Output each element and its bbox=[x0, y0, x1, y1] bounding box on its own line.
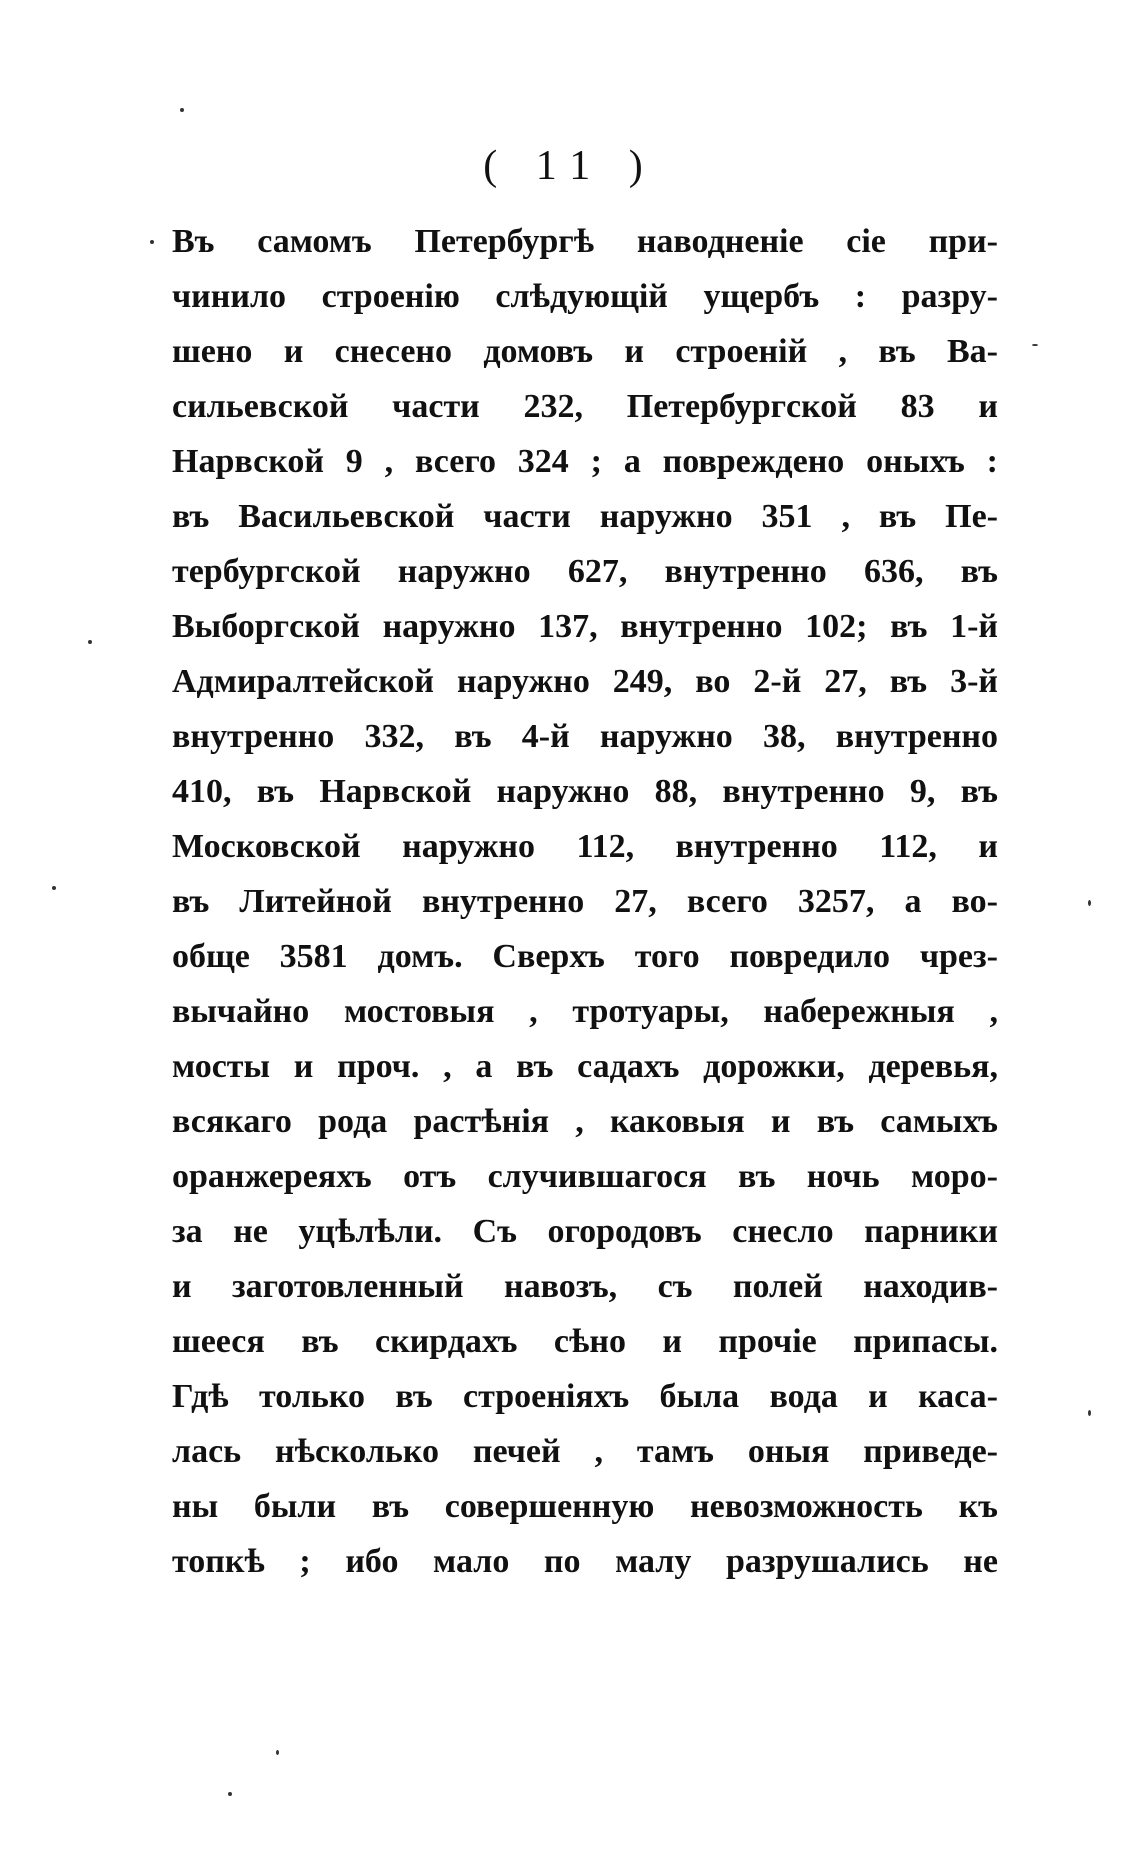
page-number: ( 11 ) bbox=[483, 143, 657, 189]
scan-speck bbox=[150, 240, 154, 244]
text-line: Въ самомъ Петербургѣ наводненіе сіе при- bbox=[172, 223, 998, 260]
text-line: Выборгской наружно 137, внутренно 102; въ 1-й bbox=[172, 608, 998, 645]
text-line: сильевской части 232, Петербургской 83 и bbox=[172, 388, 998, 425]
text-line: Адмиралтейской наружно 249, во 2-й 27, въ 3-й bbox=[172, 663, 998, 700]
text-line: вычайно мостовыя , тротуары, набережныя , bbox=[172, 993, 998, 1030]
text-line: чинило строенію слѣдующій ущербъ : разру- bbox=[172, 278, 998, 315]
text-line: 410, въ Нарвской наружно 88, внутренно 9, въ bbox=[172, 773, 998, 810]
text-line: обще 3581 домъ. Сверхъ того повредило чрез- bbox=[172, 938, 998, 975]
scan-speck bbox=[1088, 900, 1091, 906]
scan-speck bbox=[228, 1792, 232, 1796]
scan-speck bbox=[52, 886, 56, 890]
scan-speck bbox=[88, 640, 92, 644]
text-line: Московской наружно 112, внутренно 112, и bbox=[172, 828, 998, 865]
body-text bbox=[172, 214, 998, 1589]
scan-speck bbox=[180, 108, 184, 112]
text-line: Нарвской 9 , всего 324 ; а повреждено оныхъ : bbox=[172, 443, 998, 480]
scan-speck bbox=[1088, 1410, 1091, 1416]
text-line: лась нѣсколько печей , тамъ оныя приведе- bbox=[172, 1433, 998, 1470]
text-line: тербургской наружно 627, внутренно 636, въ bbox=[172, 553, 998, 590]
text-line: всякаго рода растѣнія , каковыя и въ самыхъ bbox=[172, 1103, 998, 1140]
text-line: въ Литейной внутренно 27, всего 3257, а во- bbox=[172, 883, 998, 920]
text-line: за не уцѣлѣли. Съ огородовъ снесло парники bbox=[172, 1213, 998, 1250]
text-line: ны были въ совершенную невозможность къ bbox=[172, 1488, 998, 1525]
text-line: топкѣ ; ибо мало по малу разрушались не bbox=[172, 1543, 998, 1580]
text-line: шено и снесено домовъ и строеній , въ Ва- bbox=[172, 333, 998, 370]
scan-speck bbox=[1032, 344, 1038, 346]
text-line: въ Васильевской части наружно 351 , въ Пе- bbox=[172, 498, 998, 535]
text-line: мосты и проч. , а въ садахъ дорожки, деревья, bbox=[172, 1048, 998, 1085]
text-line: оранжереяхъ отъ случившагося въ ночь моро- bbox=[172, 1158, 998, 1195]
text-line: Гдѣ только въ строеніяхъ была вода и каса- bbox=[172, 1378, 998, 1415]
scan-speck bbox=[276, 1750, 279, 1755]
text-line: внутренно 332, въ 4-й наружно 38, внутренно bbox=[172, 718, 998, 755]
text-line: и заготовленный навозъ, съ полей находив- bbox=[172, 1268, 998, 1305]
text-line: шееся въ скирдахъ сѣно и прочіе припасы. bbox=[172, 1323, 998, 1360]
